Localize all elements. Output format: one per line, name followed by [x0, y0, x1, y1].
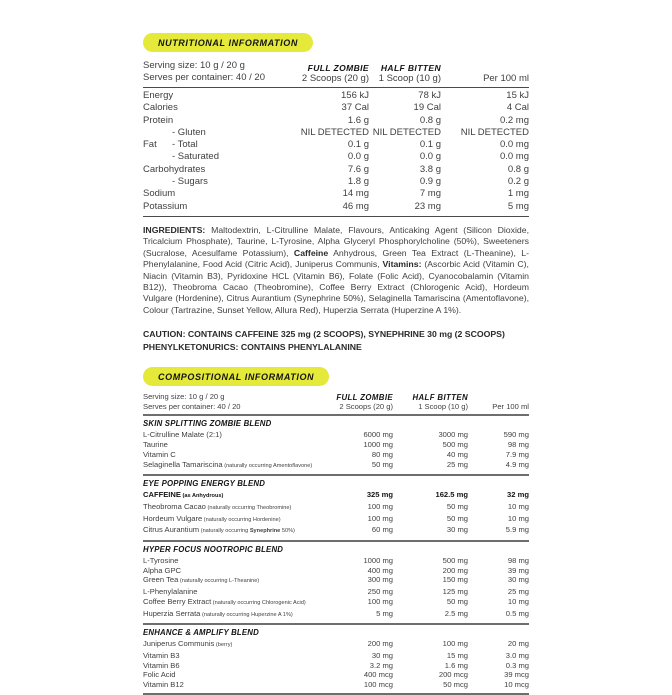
- composition-value: 50 mcg: [443, 680, 468, 690]
- composition-value: 500 mg: [442, 556, 468, 566]
- column-per-100ml: Per 100 ml: [492, 402, 529, 412]
- divider: [143, 474, 529, 476]
- composition-value: 20 mg: [507, 639, 529, 649]
- full-zombie-sub: 2 Scoops (20 g): [301, 73, 369, 84]
- composition-value: 300 mg: [367, 575, 393, 585]
- caution-line-2: PHENYLKETONURICS: CONTAINS PHENYLALANINE: [143, 341, 362, 352]
- composition-value: 4.9 mg: [505, 459, 529, 469]
- serving-size-text: Serving size: 10 g / 20 g: [143, 60, 245, 71]
- composition-value: 32 mg: [507, 490, 529, 500]
- composition-row: [143, 575, 529, 587]
- composition-value: 39 mg: [507, 565, 529, 575]
- compositional-badge-wrap: [143, 367, 529, 386]
- nutrient-value: 4 Cal: [506, 102, 529, 114]
- composition-value: 325 mg: [366, 490, 393, 500]
- composition-value: 3.0 mg: [505, 650, 529, 660]
- column-half-bitten: [393, 393, 468, 411]
- composition-value: 98 mg: [507, 440, 529, 450]
- composition-row: [143, 490, 529, 502]
- nutrient-value: 0.2 mg: [499, 114, 529, 126]
- nutrition-row: [143, 151, 529, 163]
- column-per-100ml: Per 100 ml: [483, 73, 529, 84]
- composition-row: [143, 587, 529, 597]
- full-zombie-sub: 2 Scoops (20 g): [339, 402, 393, 412]
- ingredient-name: L-Citrulline Malate (2:1): [143, 430, 222, 440]
- composition-value: 40 mg: [446, 449, 468, 459]
- composition-value: 30 mg: [507, 575, 529, 585]
- composition-value: 30 mg: [446, 525, 468, 535]
- composition-value: 100 mg: [367, 513, 393, 523]
- ingredient-note: (naturally occurring Hordenine): [203, 516, 281, 523]
- ingredient-name: L-Tyrosine: [143, 556, 179, 566]
- nutrient-value: 0.9 g: [419, 176, 441, 188]
- nutrient-value: 0.8 g: [507, 163, 529, 175]
- composition-value: 10 mg: [507, 501, 529, 511]
- composition-value: 162.5 mg: [435, 490, 468, 500]
- nutritional-information-badge: NUTRITIONAL INFORMATION: [143, 33, 313, 52]
- half-bitten-title: HALF BITTEN: [380, 63, 441, 73]
- nutrition-row: [143, 188, 529, 200]
- nutrient-value: 1 mg: [507, 188, 529, 200]
- compositional-table-header: [143, 392, 529, 411]
- caution-block: [143, 328, 529, 353]
- nutrient-value: 0.1 g: [347, 139, 369, 151]
- composition-value: 500 mg: [442, 440, 468, 450]
- composition-value: 100 mcg: [363, 680, 393, 690]
- nutrient-value: 156 kJ: [341, 90, 369, 101]
- ingredient-note: (naturally occurring Amentoflavone): [224, 462, 313, 469]
- nutrient-value: 0.0 mg: [499, 139, 529, 151]
- composition-value: 7.9 mg: [505, 449, 529, 459]
- ingredient-name: Taurine: [143, 440, 168, 450]
- composition-value: 5.9 mg: [505, 525, 529, 535]
- composition-row: [143, 597, 529, 609]
- composition-row: [143, 502, 529, 514]
- nutrient-value: 0.0 mg: [499, 151, 529, 163]
- composition-value: 50 mg: [446, 596, 468, 606]
- blend-title: ENHANCE & AMPLIFY BLEND: [143, 628, 259, 638]
- nutrient-value: 0.0 g: [347, 151, 369, 163]
- nutrition-row: [143, 115, 529, 127]
- composition-row: [143, 525, 529, 537]
- nutrition-table-body: [143, 90, 529, 213]
- ingredient-note: (naturally occurring Theobromine): [207, 504, 292, 511]
- composition-value: 200 mg: [442, 565, 468, 575]
- divider: [143, 87, 529, 88]
- nutritional-badge-wrap: [143, 33, 529, 52]
- ingredient-name: Vitamin B6: [143, 660, 180, 670]
- nutrition-row: [143, 127, 529, 139]
- nutrient-name: [143, 151, 289, 163]
- composition-value: 5 mg: [376, 608, 393, 618]
- full-zombie-title: FULL ZOMBIE: [307, 63, 369, 73]
- composition-value: 25 mg: [446, 459, 468, 469]
- composition-row: [143, 514, 529, 526]
- nutrient-name: [143, 127, 289, 139]
- composition-row: [143, 639, 529, 651]
- divider: [143, 414, 529, 416]
- column-half-bitten: [369, 63, 441, 84]
- nutritional-table-header: [143, 60, 529, 84]
- composition-value: 0.3 mg: [505, 660, 529, 670]
- composition-value: 50 mg: [371, 459, 393, 469]
- serving-info: [143, 60, 289, 84]
- full-zombie-title: FULL ZOMBIE: [336, 393, 393, 403]
- composition-value: 50 mg: [446, 501, 468, 511]
- nutrient-subname: - Sugars: [172, 176, 208, 188]
- ingredient-name: Coffee Berry Extract (naturally occurring Chlorogenic Acid): [143, 596, 306, 606]
- nutrient-value: 1.8 g: [347, 176, 369, 188]
- nutrition-row: [143, 176, 529, 188]
- ingredient-note: (as Anhydrous): [182, 493, 224, 500]
- divider: [143, 540, 529, 542]
- nutrient-value: 37 Cal: [341, 102, 369, 114]
- nutrition-row: [143, 164, 529, 176]
- serving-size-text: Serving size: 10 g / 20 g: [143, 392, 225, 402]
- nutrient-name: Fat - Total: [143, 139, 198, 151]
- ingredient-name: Hordeum Vulgare (naturally occurring Hordenine): [143, 513, 281, 523]
- nutrient-name: Protein: [143, 114, 174, 126]
- composition-value: 3.2 mg: [369, 660, 393, 670]
- ingredient-name: Vitamin B3: [143, 650, 180, 660]
- nutrient-value: 78 kJ: [418, 90, 441, 101]
- ingredient-note: (berry): [215, 642, 233, 649]
- composition-value: 10 mcg: [504, 680, 529, 690]
- ingredient-name: CAFFEINE (as Anhydrous): [143, 490, 224, 500]
- column-full-zombie: [313, 393, 393, 411]
- composition-value: 2.5 mg: [444, 608, 468, 618]
- ingredient-name: Green Tea (naturally occurring L-Theanine): [143, 575, 260, 585]
- composition-row: [143, 566, 529, 576]
- nutrient-subname: - Saturated: [172, 151, 219, 163]
- ingredient-note: (naturally occurring Huperzine A 1%): [201, 611, 293, 618]
- ingredient-name: Huperzia Serrata (naturally occurring Huperzine A 1%): [143, 608, 293, 618]
- composition-value: 98 mg: [507, 556, 529, 566]
- composition-row: [143, 460, 529, 472]
- ingredient-note: (naturally occurring Synephrine 50%): [200, 528, 295, 535]
- ingredient-name: Juniperus Communis (berry): [143, 639, 233, 649]
- ingredient-name: Theobroma Cacao (naturally occurring Theobromine): [143, 501, 292, 511]
- composition-value: 100 mg: [442, 639, 468, 649]
- compositional-information-badge: COMPOSITIONAL INFORMATION: [143, 367, 329, 386]
- composition-value: 25 mg: [507, 587, 529, 597]
- nutrient-value: NIL DETECTED: [300, 126, 369, 138]
- composition-row: [143, 450, 529, 460]
- nutrient-value: 14 mg: [342, 188, 369, 200]
- nutrient-subname: - Total: [172, 139, 198, 151]
- nutrient-value: 15 kJ: [506, 90, 529, 101]
- composition-value: 3000 mg: [438, 430, 468, 440]
- caution-line-1: CAUTION: CONTAINS CAFFEINE 325 mg (2 SCOOPS), SYNEPHRINE 30 mg (2 SCOOPS): [143, 329, 505, 340]
- composition-row: [143, 651, 529, 661]
- composition-row: [143, 680, 529, 690]
- nutrient-name: [143, 176, 289, 188]
- nutrient-value: 0.0 g: [419, 151, 441, 163]
- nutrient-value: NIL DETECTED: [372, 126, 441, 138]
- composition-value: 39 mcg: [504, 670, 529, 680]
- composition-row: [143, 661, 529, 671]
- nutrition-row: [143, 102, 529, 114]
- composition-value: 6000 mg: [363, 430, 393, 440]
- half-bitten-sub: 1 Scoop (10 g): [378, 73, 441, 84]
- nutrient-value: 1.6 g: [347, 114, 369, 126]
- column-full-zombie: [289, 63, 369, 84]
- composition-value: 1000 mg: [363, 440, 393, 450]
- composition-value: 400 mg: [367, 565, 393, 575]
- nutrient-value: 0.1 g: [419, 139, 441, 151]
- nutrient-name: Carbohydrates: [143, 163, 206, 175]
- composition-value: 15 mg: [446, 650, 468, 660]
- nutrient-value: 7.6 g: [347, 163, 369, 175]
- nutrition-row: [143, 90, 529, 102]
- composition-value: 30 mg: [371, 650, 393, 660]
- composition-value: 400 mcg: [363, 670, 393, 680]
- half-bitten-title: HALF BITTEN: [412, 393, 468, 403]
- composition-value: 0.5 mg: [505, 608, 529, 618]
- half-bitten-sub: 1 Scoop (10 g): [418, 402, 468, 412]
- ingredient-name: L-Phenylalanine: [143, 587, 198, 597]
- nutrient-value: 0.8 g: [419, 114, 441, 126]
- composition-row: [143, 609, 529, 621]
- composition-row: [143, 440, 529, 450]
- nutrient-name: Sodium: [143, 188, 176, 200]
- composition-value: 100 mg: [367, 501, 393, 511]
- composition-value: 10 mg: [507, 596, 529, 606]
- nutrition-row: [143, 201, 529, 213]
- nutrient-value: 3.8 g: [419, 163, 441, 175]
- ingredient-note: (naturally occurring Chlorogenic Acid): [212, 599, 306, 606]
- ingredient-name: Vitamin C: [143, 449, 176, 459]
- composition-value: 100 mg: [367, 596, 393, 606]
- ingredient-name: Selaginella Tamariscina (naturally occurring Amentoflavone): [143, 459, 313, 469]
- composition-value: 60 mg: [371, 525, 393, 535]
- nutrient-value: 19 Cal: [413, 102, 441, 114]
- composition-value: 200 mg: [367, 639, 393, 649]
- divider: [143, 216, 529, 217]
- composition-value: 125 mg: [442, 587, 468, 597]
- ingredients-paragraph: INGREDIENTS: Maltodextrin, L-Citrulline Malate, Flavours, Anticaking Agent (Silicon Dioxide, Tricalcium Phosphate), Taurine, L-Tyrosine, Alpha Glyceryl Phosphorylcholine (50%), Sweeteners (Sucralose, Acesulfame Potassium), Caffeine Anhydrous, Green Tea Extract (L-Theanine), L-Phenylalanine, Food Acid (Citric Acid), Juniperus Communis, Vitamins: (Ascorbic Acid (Vitamin C), Niacin (Vitamin B3), Pyridoxine HCL (Vitamin B6), Folate (Folic Acid), Cyanocobalamin (Vitamin B12)), Theobroma Cacao (Theobromine), Coffee Berry Extract (Chlorogenic Acid), Hordeum Vulgare (Hordenine), Citrus Aurantium (Synephrine 50%), Selaginella Tamariscina (Amentoflavone), Colour (Tartrazine, Sunset Yellow, Allura Red), Huperzia Serrata (Huperzine A 1%).: [143, 224, 529, 315]
- composition-value: 80 mg: [371, 449, 393, 459]
- blend-title: SKIN SPLITTING ZOMBIE BLEND: [143, 419, 272, 429]
- composition-row: [143, 556, 529, 566]
- composition-value: 10 mg: [507, 513, 529, 523]
- ingredient-name: Citrus Aurantium (naturally occurring Synephrine 50%): [143, 525, 295, 535]
- divider: [143, 693, 529, 695]
- composition-value: 50 mg: [446, 513, 468, 523]
- serves-per-container-text: Serves per container: 40 / 20: [143, 401, 241, 411]
- nutrient-value: 5 mg: [507, 200, 529, 212]
- ingredient-name: Alpha GPC: [143, 565, 181, 575]
- divider: [143, 623, 529, 625]
- nutrient-name: Energy: [143, 90, 174, 101]
- nutrient-value: 46 mg: [342, 200, 369, 212]
- nutrient-name: Potassium: [143, 200, 188, 212]
- composition-row: [143, 430, 529, 440]
- supplement-label-panel: [143, 0, 529, 695]
- blend-title: EYE POPPING ENERGY BLEND: [143, 479, 266, 489]
- composition-value: 1000 mg: [363, 556, 393, 566]
- nutrient-value: 0.2 g: [507, 176, 529, 188]
- ingredient-name: Vitamin B12: [143, 680, 184, 690]
- ingredient-note: (naturally occurring L-Theanine): [179, 578, 260, 585]
- compositional-table-body: [143, 414, 529, 694]
- nutrient-value: 7 mg: [419, 188, 441, 200]
- ingredient-name: Folic Acid: [143, 670, 176, 680]
- nutrient-subname: - Gluten: [172, 126, 206, 138]
- nutrient-value: 23 mg: [414, 200, 441, 212]
- blend-title: HYPER FOCUS NOOTROPIC BLEND: [143, 545, 284, 555]
- composition-value: 200 mcg: [438, 670, 468, 680]
- composition-value: 250 mg: [367, 587, 393, 597]
- composition-value: 150 mg: [442, 575, 468, 585]
- serving-info: [143, 392, 313, 411]
- nutrient-value: NIL DETECTED: [460, 126, 529, 138]
- composition-value: 590 mg: [503, 430, 529, 440]
- nutrient-name: Calories: [143, 102, 178, 114]
- nutrition-row: [143, 139, 529, 151]
- composition-value: 1.6 mg: [444, 660, 468, 670]
- serves-per-container-text: Serves per container: 40 / 20: [143, 72, 265, 83]
